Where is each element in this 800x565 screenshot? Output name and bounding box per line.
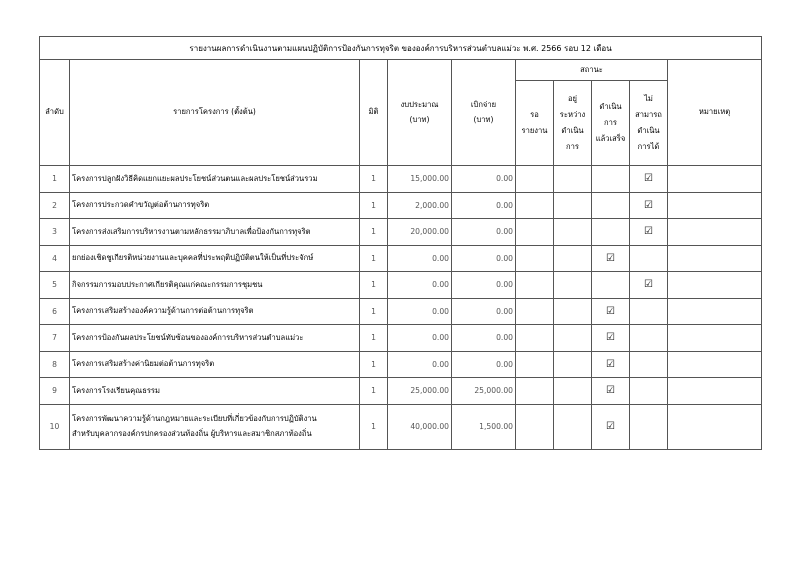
header-status-col-3-line: ดำเนิน (599, 102, 622, 112)
status-cell-1 (516, 298, 554, 325)
header-status-col-4-line: ไม่ (644, 94, 653, 104)
dimension-value: 1 (360, 192, 388, 219)
status-cell-2 (554, 192, 592, 219)
header-dimension: มิติ (360, 60, 388, 166)
table-row (40, 298, 762, 325)
checkbox-checked-icon: ☑ (606, 332, 615, 344)
status-cell-3 (592, 166, 630, 193)
spent-value: 0.00 (452, 325, 516, 352)
row-number: 4 (40, 245, 70, 272)
project-name (70, 192, 360, 219)
table-row (40, 192, 762, 219)
row-number: 7 (40, 325, 70, 352)
remark-cell (668, 325, 762, 352)
remark-cell (668, 272, 762, 299)
dimension-value: 1 (360, 272, 388, 299)
dimension-value: 1 (360, 219, 388, 246)
project-name (70, 351, 360, 378)
status-cell-1 (516, 272, 554, 299)
header-status-col-4-line: ดำเนิน (637, 126, 660, 135)
project-name-line: โครงการโรงเรียนคุณธรรม (72, 385, 160, 395)
checkbox-checked-icon: ☑ (644, 173, 653, 185)
table-row (40, 245, 762, 272)
budget-value: 0.00 (388, 351, 452, 378)
table-row (40, 351, 762, 378)
header-status-col-1-line: รอ (530, 110, 539, 120)
status-cell-4 (630, 404, 668, 449)
header-status-col-2-line: อยู่ (567, 94, 577, 104)
remark-cell (668, 192, 762, 219)
row-number: 1 (40, 166, 70, 193)
budget-value: 0.00 (388, 272, 452, 299)
status-cell-2 (554, 404, 592, 449)
header-spent-line2: (บาท) (473, 114, 494, 124)
checkbox-checked-icon: ☑ (606, 305, 615, 317)
status-cell-3 (592, 404, 630, 449)
header-status-col-4-line: การได้ (637, 141, 660, 151)
report-rows (40, 166, 762, 450)
status-cell-3 (592, 219, 630, 246)
row-number: 9 (40, 378, 70, 405)
status-cell-4 (630, 219, 668, 246)
table-row (40, 219, 762, 246)
remark-cell (668, 245, 762, 272)
header-status-col-1 (516, 81, 554, 166)
status-cell-3 (592, 272, 630, 299)
budget-value: 0.00 (388, 298, 452, 325)
project-name (70, 298, 360, 325)
remark-cell (668, 166, 762, 193)
header-remark: หมายเหตุ (668, 60, 762, 166)
header-status-col-2-line: ดำเนิน (561, 126, 584, 135)
status-cell-3 (592, 351, 630, 378)
header-status: สถานะ (516, 60, 668, 81)
status-cell-2 (554, 378, 592, 405)
project-name-line: โครงการพัฒนาความรู้ด้านกฎหมายและระเบียบที่เกี่ยวข้องกับการปฏิบัติงาน (72, 414, 317, 424)
header-status-col-2 (554, 81, 592, 166)
spent-value: 0.00 (452, 219, 516, 246)
header-status-col-3-line: แล้วเสร็จ (595, 133, 626, 143)
status-cell-2 (554, 272, 592, 299)
project-name (70, 325, 360, 352)
status-cell-4 (630, 166, 668, 193)
header-order: ลำดับ (40, 60, 70, 166)
status-cell-2 (554, 351, 592, 378)
dimension-value: 1 (360, 378, 388, 405)
project-name-line: ยกย่องเชิดชูเกียรติหน่วยงานและบุคคลที่ประพฤติปฏิบัติตนให้เป็นที่ประจักษ์ (72, 253, 314, 263)
report-table (39, 36, 762, 450)
table-row (40, 325, 762, 352)
budget-value: 2,000.00 (388, 192, 452, 219)
row-number: 2 (40, 192, 70, 219)
status-cell-3 (592, 192, 630, 219)
status-cell-1 (516, 325, 554, 352)
status-cell-1 (516, 219, 554, 246)
table-row (40, 404, 762, 449)
budget-value: 15,000.00 (388, 166, 452, 193)
status-cell-2 (554, 325, 592, 352)
remark-cell (668, 298, 762, 325)
header-status-col-2-line: การ (566, 141, 579, 151)
status-cell-1 (516, 192, 554, 219)
project-name (70, 219, 360, 246)
status-cell-4 (630, 298, 668, 325)
status-cell-3 (592, 325, 630, 352)
remark-cell (668, 351, 762, 378)
project-name (70, 166, 360, 193)
spent-value: 0.00 (452, 351, 516, 378)
project-name-line: สำหรับบุคลากรองค์กรปกครองส่วนท้องถิ่น ผู้บริหารและสมาชิกสภาท้องถิ่น (72, 428, 312, 438)
project-name (70, 378, 360, 405)
header-budget (388, 60, 452, 166)
row-number: 8 (40, 351, 70, 378)
row-number: 10 (40, 404, 70, 449)
status-cell-1 (516, 166, 554, 193)
checkbox-checked-icon: ☑ (606, 385, 615, 397)
header-status-col-3 (592, 81, 630, 166)
budget-value: 0.00 (388, 325, 452, 352)
header-budget-line1: งบประมาณ (400, 100, 439, 110)
budget-value: 0.00 (388, 245, 452, 272)
table-row (40, 378, 762, 405)
status-cell-2 (554, 219, 592, 246)
status-cell-3 (592, 298, 630, 325)
checkbox-checked-icon: ☑ (606, 358, 615, 370)
project-name (70, 404, 360, 449)
header-spent-line1: เบิกจ่าย (470, 100, 497, 110)
dimension-value: 1 (360, 245, 388, 272)
project-name (70, 245, 360, 272)
status-cell-4 (630, 351, 668, 378)
project-name-line: โครงการเสริมสร้างค่านิยมต่อต้านการทุจริต (72, 359, 215, 369)
status-cell-4 (630, 325, 668, 352)
status-cell-2 (554, 298, 592, 325)
dimension-value: 1 (360, 298, 388, 325)
project-name-line: กิจกรรมการมอบประกาศเกียรติคุณแก่คณะกรรมการชุมชน (72, 279, 263, 289)
spent-value: 0.00 (452, 166, 516, 193)
header-status-col-1-line: รายงาน (521, 126, 548, 135)
row-number: 3 (40, 219, 70, 246)
row-number: 6 (40, 298, 70, 325)
status-cell-4 (630, 192, 668, 219)
remark-cell (668, 219, 762, 246)
spent-value: 0.00 (452, 272, 516, 299)
status-cell-4 (630, 272, 668, 299)
remark-cell (668, 404, 762, 449)
table-row (40, 272, 762, 299)
dimension-value: 1 (360, 166, 388, 193)
header-status-col-2-line: ระหว่าง (559, 110, 586, 120)
dimension-value: 1 (360, 351, 388, 378)
project-name-line: โครงการปลูกฝังวิธีคิดแยกแยะผลประโยชน์ส่วนตนและผลประโยชน์ส่วนรวม (72, 173, 318, 183)
checkbox-checked-icon: ☑ (644, 226, 653, 238)
table-row (40, 166, 762, 193)
status-cell-1 (516, 245, 554, 272)
project-name-line: โครงการเสริมสร้างองค์ความรู้ด้านการต่อต้านการทุจริต (72, 306, 254, 316)
status-cell-2 (554, 245, 592, 272)
dimension-value: 1 (360, 404, 388, 449)
project-name-line: โครงการป้องกันผลประโยชน์ทับซ้อนขององค์การบริหารส่วนตำบลแม่วะ (72, 332, 304, 342)
status-cell-1 (516, 404, 554, 449)
checkbox-checked-icon: ☑ (606, 421, 615, 432)
status-cell-3 (592, 245, 630, 272)
budget-value: 20,000.00 (388, 219, 452, 246)
status-cell-4 (630, 245, 668, 272)
row-number: 5 (40, 272, 70, 299)
status-cell-3 (592, 378, 630, 405)
header-status-col-3-line: การ (604, 118, 617, 128)
project-name (70, 272, 360, 299)
remark-cell (668, 378, 762, 405)
status-cell-2 (554, 166, 592, 193)
spent-value: 1,500.00 (452, 404, 516, 449)
header-project: รายการโครงการ (ตั้งต้น) (70, 60, 360, 166)
spent-value: 0.00 (452, 192, 516, 219)
header-budget-line2: (บาท) (409, 114, 430, 124)
budget-value: 25,000.00 (388, 378, 452, 405)
checkbox-checked-icon: ☑ (644, 199, 653, 211)
status-cell-1 (516, 378, 554, 405)
report-title: รายงานผลการดำเนินงานตามแผนปฏิบัติการป้องกันการทุจริต ขององค์การบริหารส่วนตำบลแม่วะ พ.ศ. 2566 รอบ 12 เดือน (40, 37, 762, 60)
dimension-value: 1 (360, 325, 388, 352)
checkbox-checked-icon: ☑ (644, 279, 653, 291)
header-status-col-4-line: สามารถ (635, 110, 662, 120)
checkbox-checked-icon: ☑ (606, 252, 615, 264)
spent-value: 0.00 (452, 298, 516, 325)
status-cell-4 (630, 378, 668, 405)
header-status-col-4 (630, 81, 668, 166)
project-name-line: โครงการส่งเสริมการบริหารงานตามหลักธรรมาภิบาลเพื่อป้องกันการทุจริต (72, 226, 311, 236)
header-spent (452, 60, 516, 166)
spent-value: 25,000.00 (452, 378, 516, 405)
status-cell-1 (516, 351, 554, 378)
budget-value: 40,000.00 (388, 404, 452, 449)
spent-value: 0.00 (452, 245, 516, 272)
project-name-line: โครงการประกวดคำขวัญต่อต้านการทุจริต (72, 200, 210, 210)
